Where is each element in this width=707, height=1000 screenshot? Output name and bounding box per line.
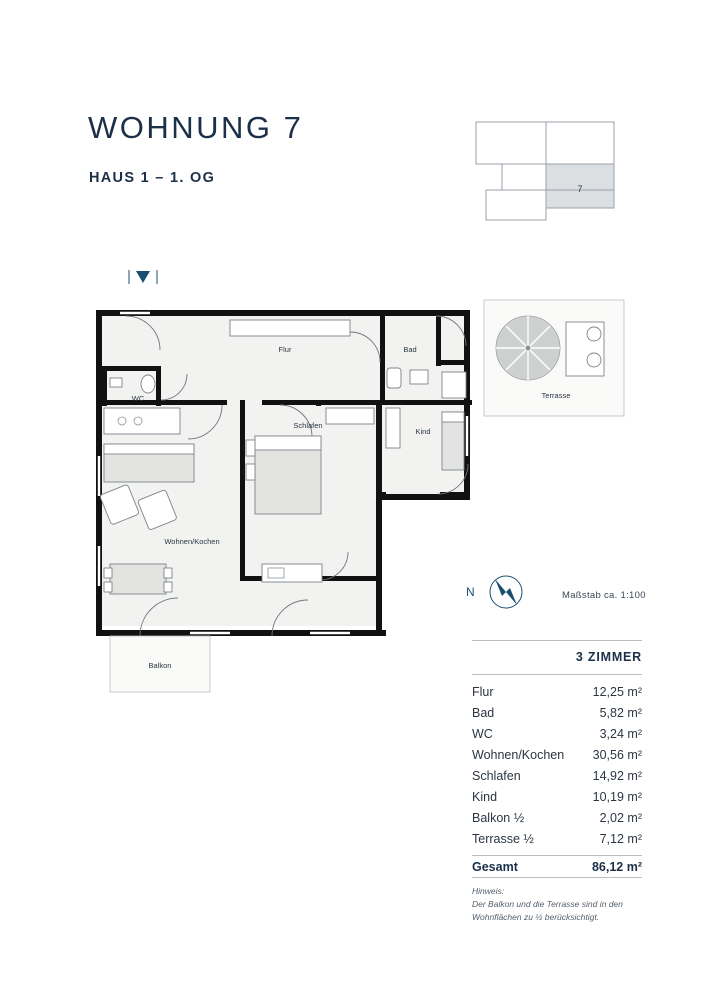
table-row (472, 744, 642, 765)
room-label-wohnen-kochen: Wohnen/Kochen (164, 537, 220, 546)
table-row (472, 807, 642, 828)
area-table (472, 640, 642, 925)
area-name: Kind (472, 789, 498, 804)
rooms-count: 3 ZIMMER (575, 650, 642, 664)
room-label-bad: Bad (403, 345, 417, 354)
total-value: 86,12 m² (591, 859, 642, 874)
area-value: 2,02 m² (599, 810, 642, 825)
area-value: 30,56 m² (592, 747, 642, 762)
area-value: 10,19 m² (592, 789, 642, 804)
area-name: WC (472, 726, 493, 741)
view-direction-arrow (126, 268, 160, 290)
area-value: 7,12 m² (599, 831, 642, 846)
footnote-line2: Wohnflächen zu ½ berücksichtigt. (472, 912, 600, 923)
page-title: WOHNUNG 7 (88, 110, 304, 145)
total-row (472, 856, 642, 877)
room-label-flur: Flur (278, 345, 292, 354)
room-label-terrasse: Terrasse (541, 391, 571, 400)
table-row (472, 723, 642, 744)
area-value: 5,82 m² (599, 705, 642, 720)
page-subtitle: HAUS 1 – 1. OG (89, 170, 216, 186)
room-label-balkon: Balkon (148, 661, 172, 670)
area-name: Balkon ½ (472, 810, 525, 825)
area-name: Flur (472, 684, 494, 699)
area-name: Schlafen (472, 768, 521, 783)
table-row (472, 765, 642, 786)
area-value: 14,92 m² (592, 768, 642, 783)
footnote-line1: Der Balkon und die Terrasse sind in den (472, 899, 623, 910)
table-row (472, 681, 642, 702)
keyplan (472, 120, 620, 225)
area-name: Wohnen/Kochen (472, 747, 565, 762)
room-label-schlafen: Schlafen (293, 421, 323, 430)
area-name: Terrasse ½ (472, 831, 534, 846)
footnote (472, 878, 642, 925)
area-value: 3,24 m² (599, 726, 642, 741)
room-label-kind: Kind (415, 427, 431, 436)
footnote-title: Hinweis: (472, 886, 505, 896)
area-name: Bad (472, 705, 495, 720)
compass (462, 568, 542, 616)
room-label-wc: WC (131, 394, 145, 403)
table-row (472, 786, 642, 807)
table-row (472, 702, 642, 723)
scale-label: Maßstab ca. 1:100 (562, 590, 646, 601)
table-row (472, 828, 642, 849)
floor-plan-drawing (80, 296, 640, 696)
area-value: 12,25 m² (592, 684, 642, 699)
total-label: Gesamt (472, 859, 518, 874)
keyplan-unit-label: 7 (577, 184, 583, 194)
compass-north-label: N (466, 585, 475, 599)
